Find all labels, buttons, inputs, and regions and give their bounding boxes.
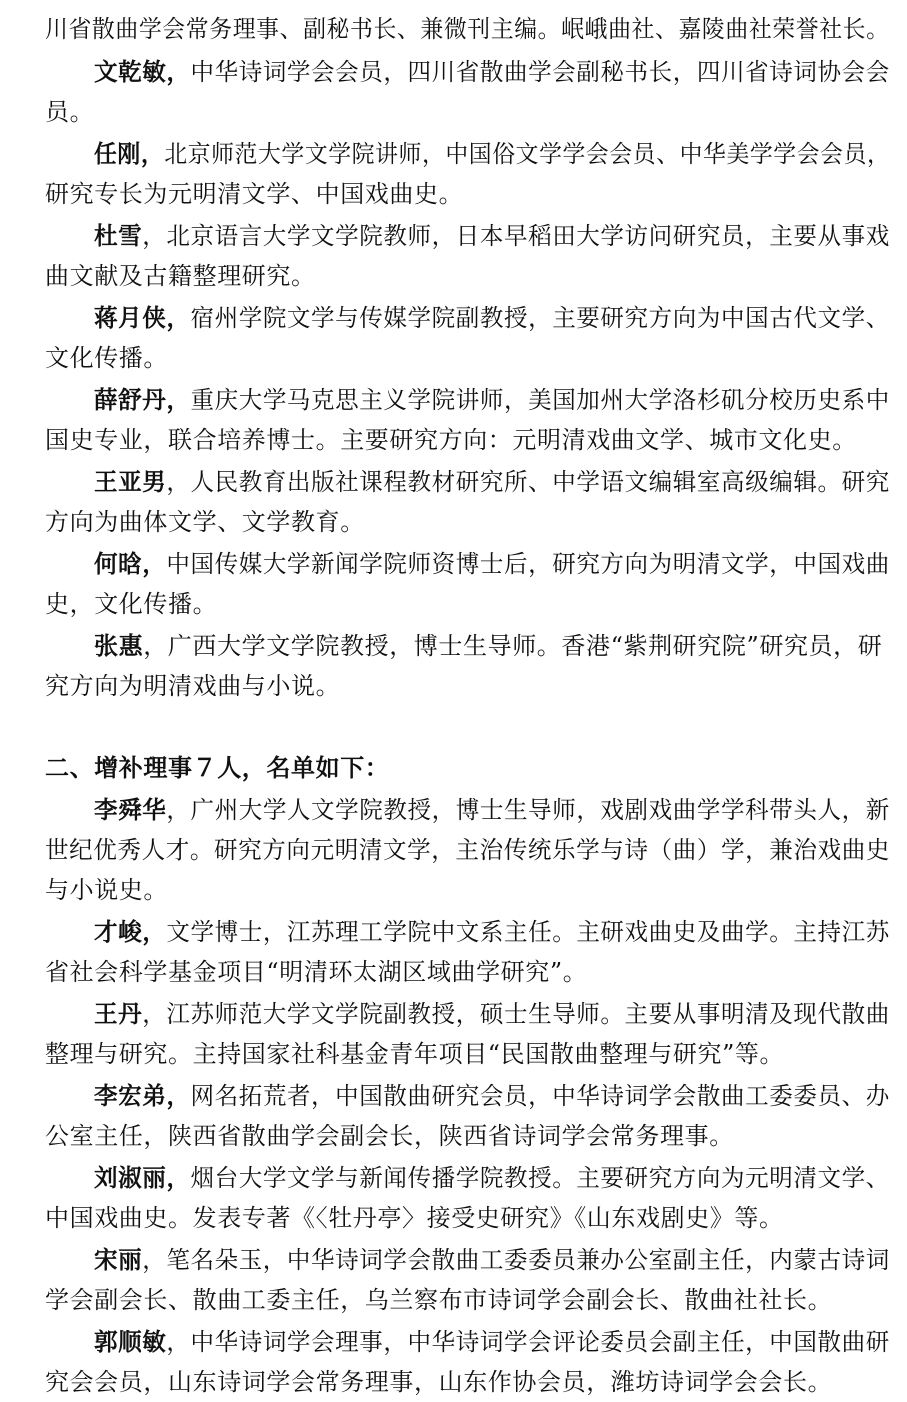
line-29 (45, 1198, 784, 1238)
text-run: 烟台大学文学与新闻传播学院教授。主要研究方向为元明清文学、 (190, 1164, 890, 1192)
line-27 (45, 1116, 734, 1156)
text-run: ，中华诗词学会理事，中华诗词学会评论委员会副主任，中国散曲研 (166, 1328, 890, 1356)
text-run: 川省散曲学会常务理事、副秘书长、兼微刊主编。岷峨曲社、嘉陵曲社荣誉社长。 (45, 15, 890, 43)
line-05 (45, 174, 463, 214)
text-run: 员。 (45, 98, 95, 126)
text-run: 研究专长为元明清文学、中国戏曲史。 (45, 180, 464, 208)
line-30 (94, 1240, 890, 1280)
line-19 (94, 790, 890, 830)
line-20 (45, 830, 890, 870)
line-23 (45, 952, 587, 992)
text-run: 网名拓荒者，中国散曲研究会员，中华诗词学会散曲工委委员、办 (190, 1082, 890, 1110)
text-run: 究方向为明清戏曲与小说。 (45, 672, 341, 700)
text-run: 重庆大学马克思主义学院讲师，美国加州大学洛杉矶分校历史系中 (190, 386, 890, 414)
line-33 (45, 1362, 832, 1402)
line-24 (94, 994, 890, 1034)
line-17 (45, 666, 340, 706)
bold-name: 李宏弟， (94, 1082, 191, 1110)
line-25 (45, 1034, 784, 1074)
bold-name: 李舜华 (94, 796, 167, 824)
text-run: ，笔名朵玉，中华诗词学会散曲工委委员兼办公室副主任，内蒙古诗词 (142, 1246, 890, 1274)
line-07 (45, 256, 316, 296)
line-11 (45, 420, 857, 460)
line-18 (45, 748, 389, 788)
text-run: 国史专业，联合培养博士。主要研究方向：元明清戏曲文学、城市文化史。 (45, 426, 857, 454)
bold-name: 任刚， (94, 140, 165, 168)
text-run: 曲文献及古籍整理研究。 (45, 262, 316, 290)
text-run: 世纪优秀人才。研究方向元明清文学，主治传统乐学与诗（曲）学，兼治戏曲史 (45, 836, 890, 864)
text-run: ，广州大学人文学院教授，博士生导师，戏剧戏曲学学科带头人，新 (166, 796, 890, 824)
line-28 (94, 1158, 890, 1198)
line-22 (94, 912, 890, 952)
bold-name: 王丹 (94, 1000, 143, 1028)
bold-name: 文乾敏， (94, 58, 191, 86)
bold-name: 刘淑丽， (94, 1164, 191, 1192)
bold-name: 张惠 (94, 632, 144, 660)
text-run: 宿州学院文学与传媒学院副教授，主要研究方向为中国古代文学、 (190, 304, 890, 332)
line-16 (94, 626, 882, 666)
line-26 (94, 1076, 890, 1116)
bold-name: 杜雪 (94, 222, 143, 250)
text-run: ，江苏师范大学文学院副教授，硕士生导师。主要从事明清及现代散曲 (142, 1000, 890, 1028)
line-09 (45, 338, 168, 378)
bold-name: 才峻， (94, 918, 167, 946)
text-run: 中华诗词学会会员，四川省散曲学会副秘书长，四川省诗词协会会 (190, 58, 890, 86)
text-run: 文化传播。 (45, 344, 168, 372)
line-31 (45, 1280, 832, 1320)
text-run: 中国传媒大学新闻学院师资博士后，研究方向为明清文学，中国戏曲 (166, 550, 890, 578)
text-run: ，北京语言大学文学院教师，日本早稻田大学访问研究员，主要从事戏 (142, 222, 890, 250)
line-14 (94, 544, 890, 584)
text-run: 文学博士，江苏理工学院中文系主任。主研戏曲史及曲学。主持江苏 (166, 918, 890, 946)
text-run: 公室主任，陕西省散曲学会副会长，陕西省诗词学会常务理事。 (45, 1122, 734, 1150)
line-01 (45, 9, 890, 49)
text-run: 方向为曲体文学、文学教育。 (45, 508, 365, 536)
line-04 (94, 134, 890, 174)
line-15 (45, 584, 217, 624)
text-run: 北京师范大学文学院讲师，中国俗文学学会会员、中华美学学会会员， (164, 140, 891, 168)
text-run: 中国戏曲史。发表专著《〈牡丹亭〉接受史研究》《山东戏剧史》等。 (45, 1204, 784, 1232)
bold-name: 二、增补理事７人，名单如下： (45, 754, 390, 782)
bold-name: 宋丽 (94, 1246, 143, 1274)
text-run: ，广西大学文学院教授，博士生导师。香港“紫荆研究院”研究员，研 (143, 632, 883, 660)
line-13 (45, 502, 365, 542)
text-run: 与小说史。 (45, 876, 168, 904)
line-12 (94, 462, 890, 502)
bold-name: 薛舒丹， (94, 386, 191, 414)
bold-name: 王亚男 (94, 468, 167, 496)
line-21 (45, 870, 168, 910)
text-run: 究会会员，山东诗词学会常务理事，山东作协会员，潍坊诗词学会会长。 (45, 1368, 833, 1396)
line-03 (45, 92, 94, 132)
bold-name: 蒋月侠， (94, 304, 191, 332)
text-run: 史，文化传播。 (45, 590, 218, 618)
line-08 (94, 298, 890, 338)
text-run: 学会副会长、散曲工委主任，乌兰察布市诗词学会副会长、散曲社社长。 (45, 1286, 833, 1314)
text-run: 整理与研究。主持国家社科基金青年项目“民国散曲整理与研究”等。 (45, 1040, 785, 1068)
line-32 (94, 1322, 890, 1362)
line-10 (94, 380, 890, 420)
text-run: 省社会科学基金项目“明清环太湖区域曲学研究”。 (45, 958, 588, 986)
bold-name: 郭顺敏 (94, 1328, 167, 1356)
line-06 (94, 216, 890, 256)
bold-name: 何晗， (94, 550, 167, 578)
text-run: ，人民教育出版社课程教材研究所、中学语文编辑室高级编辑。研究 (166, 468, 890, 496)
line-02 (94, 52, 890, 92)
